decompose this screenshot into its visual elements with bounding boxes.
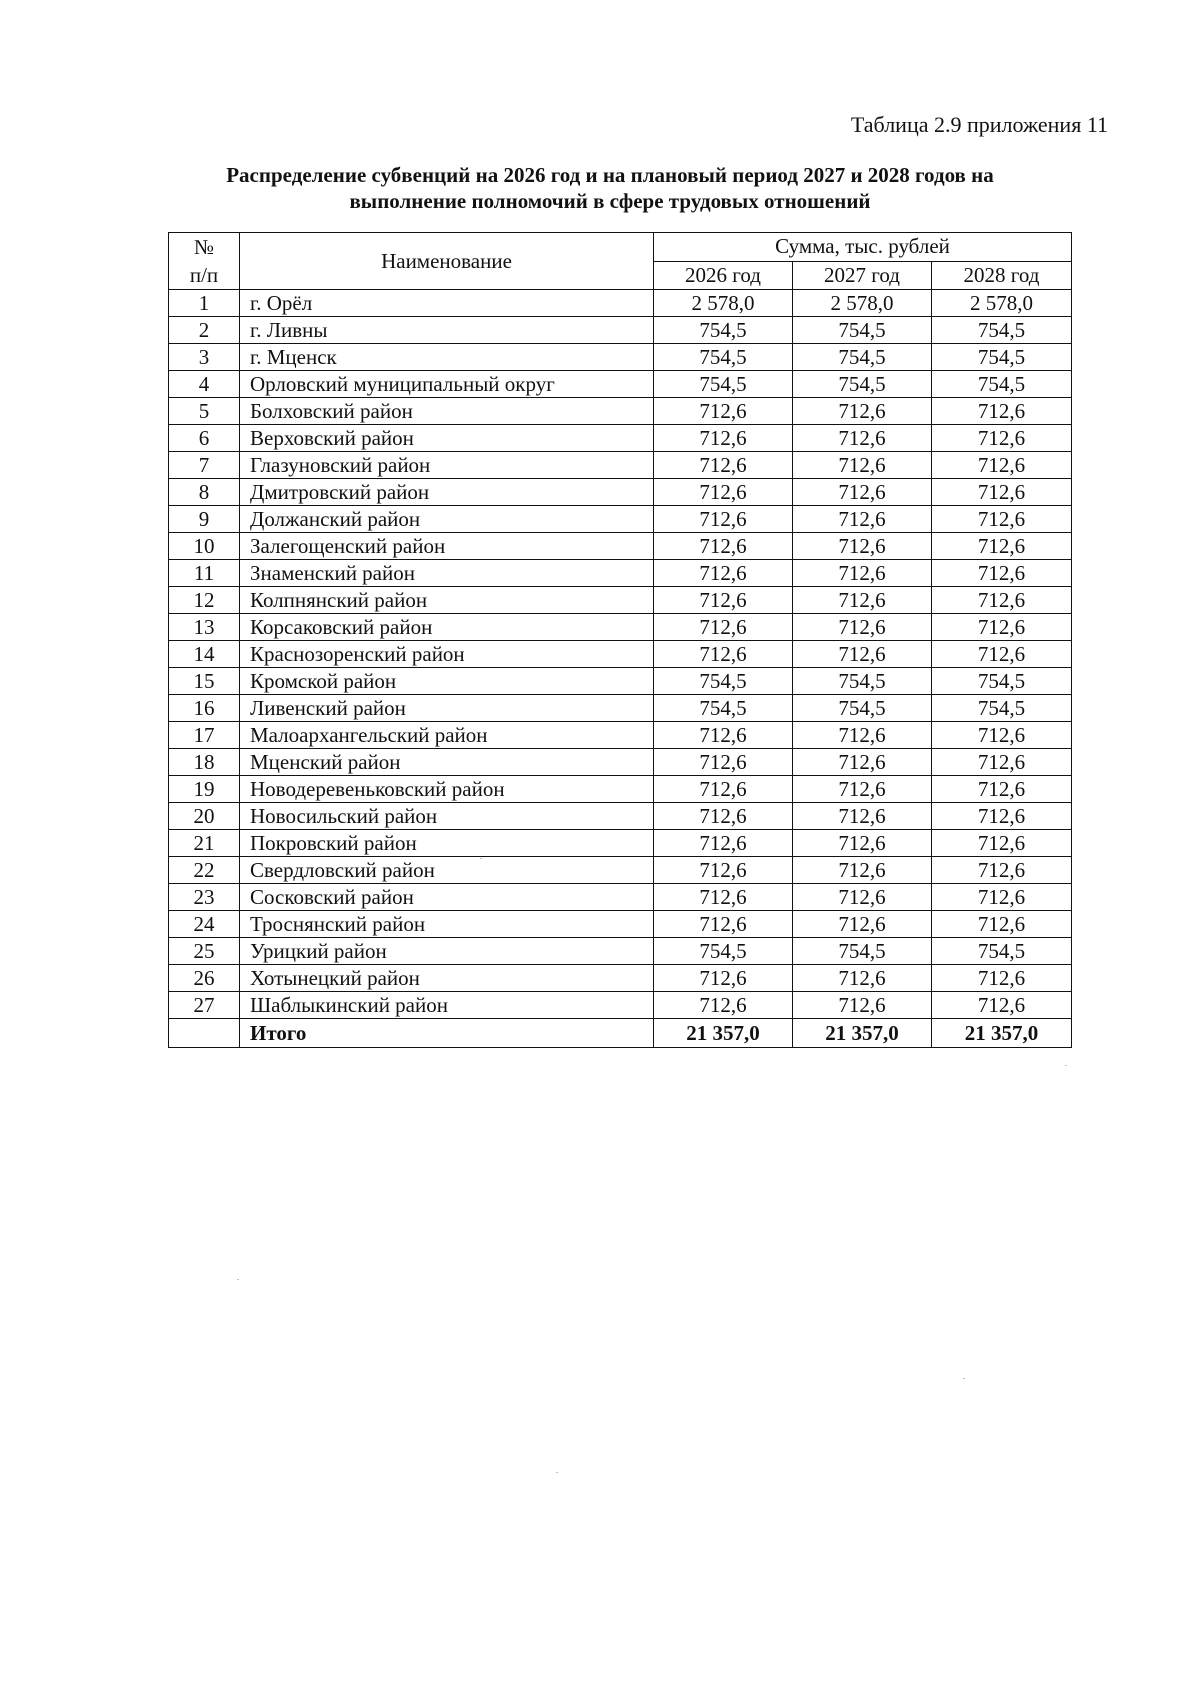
row-value-2027: 712,6 [793, 857, 932, 884]
row-value-2027: 712,6 [793, 587, 932, 614]
total-number-cell [169, 1019, 240, 1048]
row-name: Урицкий район [240, 938, 654, 965]
row-name: г. Ливны [240, 317, 654, 344]
row-number: 21 [169, 830, 240, 857]
row-name: Орловский муниципальный округ [240, 371, 654, 398]
row-number: 22 [169, 857, 240, 884]
total-2027: 21 357,0 [793, 1019, 932, 1048]
row-value-2026: 712,6 [654, 398, 793, 425]
row-value-2028: 754,5 [932, 317, 1072, 344]
row-name: Свердловский район [240, 857, 654, 884]
row-value-2027: 712,6 [793, 506, 932, 533]
table-row [169, 938, 1072, 965]
row-number: 13 [169, 614, 240, 641]
row-value-2027: 712,6 [793, 479, 932, 506]
table-row [169, 452, 1072, 479]
title-line-1: Распределение субвенций на 2026 год и на плановый период 2027 и 2028 годов на [226, 163, 994, 187]
row-value-2027: 712,6 [793, 830, 932, 857]
row-value-2027: 754,5 [793, 317, 932, 344]
row-value-2026: 2 578,0 [654, 290, 793, 317]
row-name: Знаменский район [240, 560, 654, 587]
row-value-2027: 712,6 [793, 560, 932, 587]
header-name: Наименование [240, 233, 654, 290]
row-value-2026: 712,6 [654, 992, 793, 1019]
row-value-2026: 754,5 [654, 695, 793, 722]
row-number: 8 [169, 479, 240, 506]
row-value-2026: 754,5 [654, 938, 793, 965]
row-value-2027: 712,6 [793, 452, 932, 479]
table-row [169, 479, 1072, 506]
table-row [169, 344, 1072, 371]
row-number: 16 [169, 695, 240, 722]
scan-speck [556, 1472, 558, 1473]
row-value-2027: 754,5 [793, 344, 932, 371]
row-name: Залегощенский район [240, 533, 654, 560]
header-sum: Сумма, тыс. рублей [654, 233, 1072, 262]
row-value-2027: 712,6 [793, 749, 932, 776]
row-number: 19 [169, 776, 240, 803]
row-value-2028: 712,6 [932, 803, 1072, 830]
row-value-2028: 712,6 [932, 884, 1072, 911]
row-value-2028: 712,6 [932, 911, 1072, 938]
row-value-2028: 712,6 [932, 722, 1072, 749]
table-row [169, 992, 1072, 1019]
row-value-2026: 712,6 [654, 641, 793, 668]
row-name: Хотынецкий район [240, 965, 654, 992]
table-header [169, 233, 1072, 290]
total-label: Итого [240, 1019, 654, 1048]
header-year-2027: 2027 год [793, 261, 932, 290]
row-value-2026: 712,6 [654, 776, 793, 803]
row-name: Болховский район [240, 398, 654, 425]
row-name: г. Орёл [240, 290, 654, 317]
row-value-2027: 712,6 [793, 425, 932, 452]
row-name: Новосильский район [240, 803, 654, 830]
row-value-2027: 712,6 [793, 722, 932, 749]
row-number: 23 [169, 884, 240, 911]
row-value-2028: 712,6 [932, 614, 1072, 641]
row-name: Должанский район [240, 506, 654, 533]
scan-speck [480, 858, 482, 859]
row-name: Троснянский район [240, 911, 654, 938]
row-value-2027: 712,6 [793, 614, 932, 641]
row-value-2027: 712,6 [793, 992, 932, 1019]
row-value-2028: 754,5 [932, 695, 1072, 722]
row-value-2028: 712,6 [932, 560, 1072, 587]
row-number: 6 [169, 425, 240, 452]
row-value-2028: 754,5 [932, 938, 1072, 965]
row-value-2028: 712,6 [932, 479, 1072, 506]
header-year-2028: 2028 год [932, 261, 1072, 290]
row-name: Покровский район [240, 830, 654, 857]
table-body [169, 290, 1072, 1048]
row-value-2028: 712,6 [932, 857, 1072, 884]
table-row [169, 965, 1072, 992]
row-number: 4 [169, 371, 240, 398]
table-row [169, 668, 1072, 695]
row-name: Мценский район [240, 749, 654, 776]
row-value-2027: 754,5 [793, 371, 932, 398]
row-number: 1 [169, 290, 240, 317]
table-row [169, 506, 1072, 533]
row-number: 14 [169, 641, 240, 668]
header-number-line-2: п/п [189, 263, 219, 287]
row-number: 26 [169, 965, 240, 992]
row-value-2026: 754,5 [654, 371, 793, 398]
row-value-2027: 712,6 [793, 884, 932, 911]
row-name: Сосковский район [240, 884, 654, 911]
scan-speck [1065, 1065, 1067, 1066]
row-value-2026: 712,6 [654, 425, 793, 452]
row-value-2028: 712,6 [932, 830, 1072, 857]
row-value-2027: 754,5 [793, 938, 932, 965]
table-row [169, 533, 1072, 560]
table-reference: Таблица 2.9 приложения 11 [850, 112, 1108, 137]
row-number: 11 [169, 560, 240, 587]
row-number: 27 [169, 992, 240, 1019]
row-value-2028: 712,6 [932, 992, 1072, 1019]
row-value-2026: 712,6 [654, 587, 793, 614]
row-value-2026: 712,6 [654, 911, 793, 938]
row-value-2027: 754,5 [793, 695, 932, 722]
row-name: Корсаковский район [240, 614, 654, 641]
row-value-2028: 712,6 [932, 398, 1072, 425]
row-value-2028: 712,6 [932, 452, 1072, 479]
row-value-2026: 712,6 [654, 560, 793, 587]
row-number: 15 [169, 668, 240, 695]
row-value-2026: 712,6 [654, 722, 793, 749]
row-number: 9 [169, 506, 240, 533]
row-value-2027: 712,6 [793, 533, 932, 560]
row-value-2026: 712,6 [654, 749, 793, 776]
row-number: 10 [169, 533, 240, 560]
table-row [169, 641, 1072, 668]
row-value-2028: 754,5 [932, 668, 1072, 695]
row-number: 20 [169, 803, 240, 830]
row-name: Верховский район [240, 425, 654, 452]
table-row [169, 776, 1072, 803]
row-value-2028: 712,6 [932, 749, 1072, 776]
row-value-2028: 712,6 [932, 533, 1072, 560]
table-row [169, 425, 1072, 452]
table-row [169, 749, 1072, 776]
row-value-2028: 712,6 [932, 587, 1072, 614]
table-row [169, 317, 1072, 344]
row-value-2026: 712,6 [654, 857, 793, 884]
row-name: Колпнянский район [240, 587, 654, 614]
row-value-2026: 712,6 [654, 830, 793, 857]
header-row-1 [169, 233, 1072, 262]
row-value-2027: 712,6 [793, 965, 932, 992]
row-value-2026: 754,5 [654, 344, 793, 371]
scan-speck [963, 1378, 965, 1379]
table-row [169, 857, 1072, 884]
document-title [150, 162, 1070, 214]
table-row [169, 371, 1072, 398]
row-value-2026: 712,6 [654, 884, 793, 911]
table-row [169, 290, 1072, 317]
table-row [169, 803, 1072, 830]
row-number: 7 [169, 452, 240, 479]
header-year-2026: 2026 год [654, 261, 793, 290]
table-row [169, 830, 1072, 857]
row-value-2027: 2 578,0 [793, 290, 932, 317]
title-line-2: выполнение полномочий в сфере трудовых отношений [349, 189, 871, 213]
row-value-2026: 712,6 [654, 533, 793, 560]
total-2028: 21 357,0 [932, 1019, 1072, 1048]
row-value-2028: 712,6 [932, 506, 1072, 533]
scan-speck [237, 1279, 239, 1280]
row-value-2027: 754,5 [793, 668, 932, 695]
table-row [169, 911, 1072, 938]
row-value-2027: 712,6 [793, 641, 932, 668]
table-row [169, 695, 1072, 722]
table-row [169, 560, 1072, 587]
row-value-2028: 712,6 [932, 425, 1072, 452]
row-value-2026: 712,6 [654, 479, 793, 506]
row-value-2026: 712,6 [654, 803, 793, 830]
table-row [169, 722, 1072, 749]
row-value-2026: 712,6 [654, 506, 793, 533]
row-number: 3 [169, 344, 240, 371]
row-name: г. Мценск [240, 344, 654, 371]
row-number: 17 [169, 722, 240, 749]
table-row [169, 398, 1072, 425]
row-value-2028: 754,5 [932, 371, 1072, 398]
row-name: Краснозоренский район [240, 641, 654, 668]
row-number: 18 [169, 749, 240, 776]
row-name: Кромской район [240, 668, 654, 695]
header-number [169, 233, 240, 290]
row-value-2028: 712,6 [932, 641, 1072, 668]
row-value-2027: 712,6 [793, 911, 932, 938]
total-row [169, 1019, 1072, 1048]
row-value-2026: 754,5 [654, 317, 793, 344]
header-number-line-1: № [193, 235, 215, 259]
row-number: 25 [169, 938, 240, 965]
row-number: 5 [169, 398, 240, 425]
subsidy-table [168, 232, 1072, 1048]
row-value-2028: 712,6 [932, 965, 1072, 992]
row-value-2028: 754,5 [932, 344, 1072, 371]
table-row [169, 884, 1072, 911]
row-name: Новодеревеньковский район [240, 776, 654, 803]
row-name: Ливенский район [240, 695, 654, 722]
row-number: 12 [169, 587, 240, 614]
table-row [169, 587, 1072, 614]
row-number: 2 [169, 317, 240, 344]
row-value-2028: 2 578,0 [932, 290, 1072, 317]
total-2026: 21 357,0 [654, 1019, 793, 1048]
row-name: Шаблыкинский район [240, 992, 654, 1019]
row-value-2026: 712,6 [654, 965, 793, 992]
row-value-2027: 712,6 [793, 776, 932, 803]
row-name: Дмитровский район [240, 479, 654, 506]
row-value-2027: 712,6 [793, 398, 932, 425]
row-value-2026: 754,5 [654, 668, 793, 695]
row-value-2026: 712,6 [654, 614, 793, 641]
row-value-2027: 712,6 [793, 803, 932, 830]
row-value-2026: 712,6 [654, 452, 793, 479]
row-name: Малоархангельский район [240, 722, 654, 749]
row-number: 24 [169, 911, 240, 938]
table-row [169, 614, 1072, 641]
row-value-2028: 712,6 [932, 776, 1072, 803]
row-name: Глазуновский район [240, 452, 654, 479]
